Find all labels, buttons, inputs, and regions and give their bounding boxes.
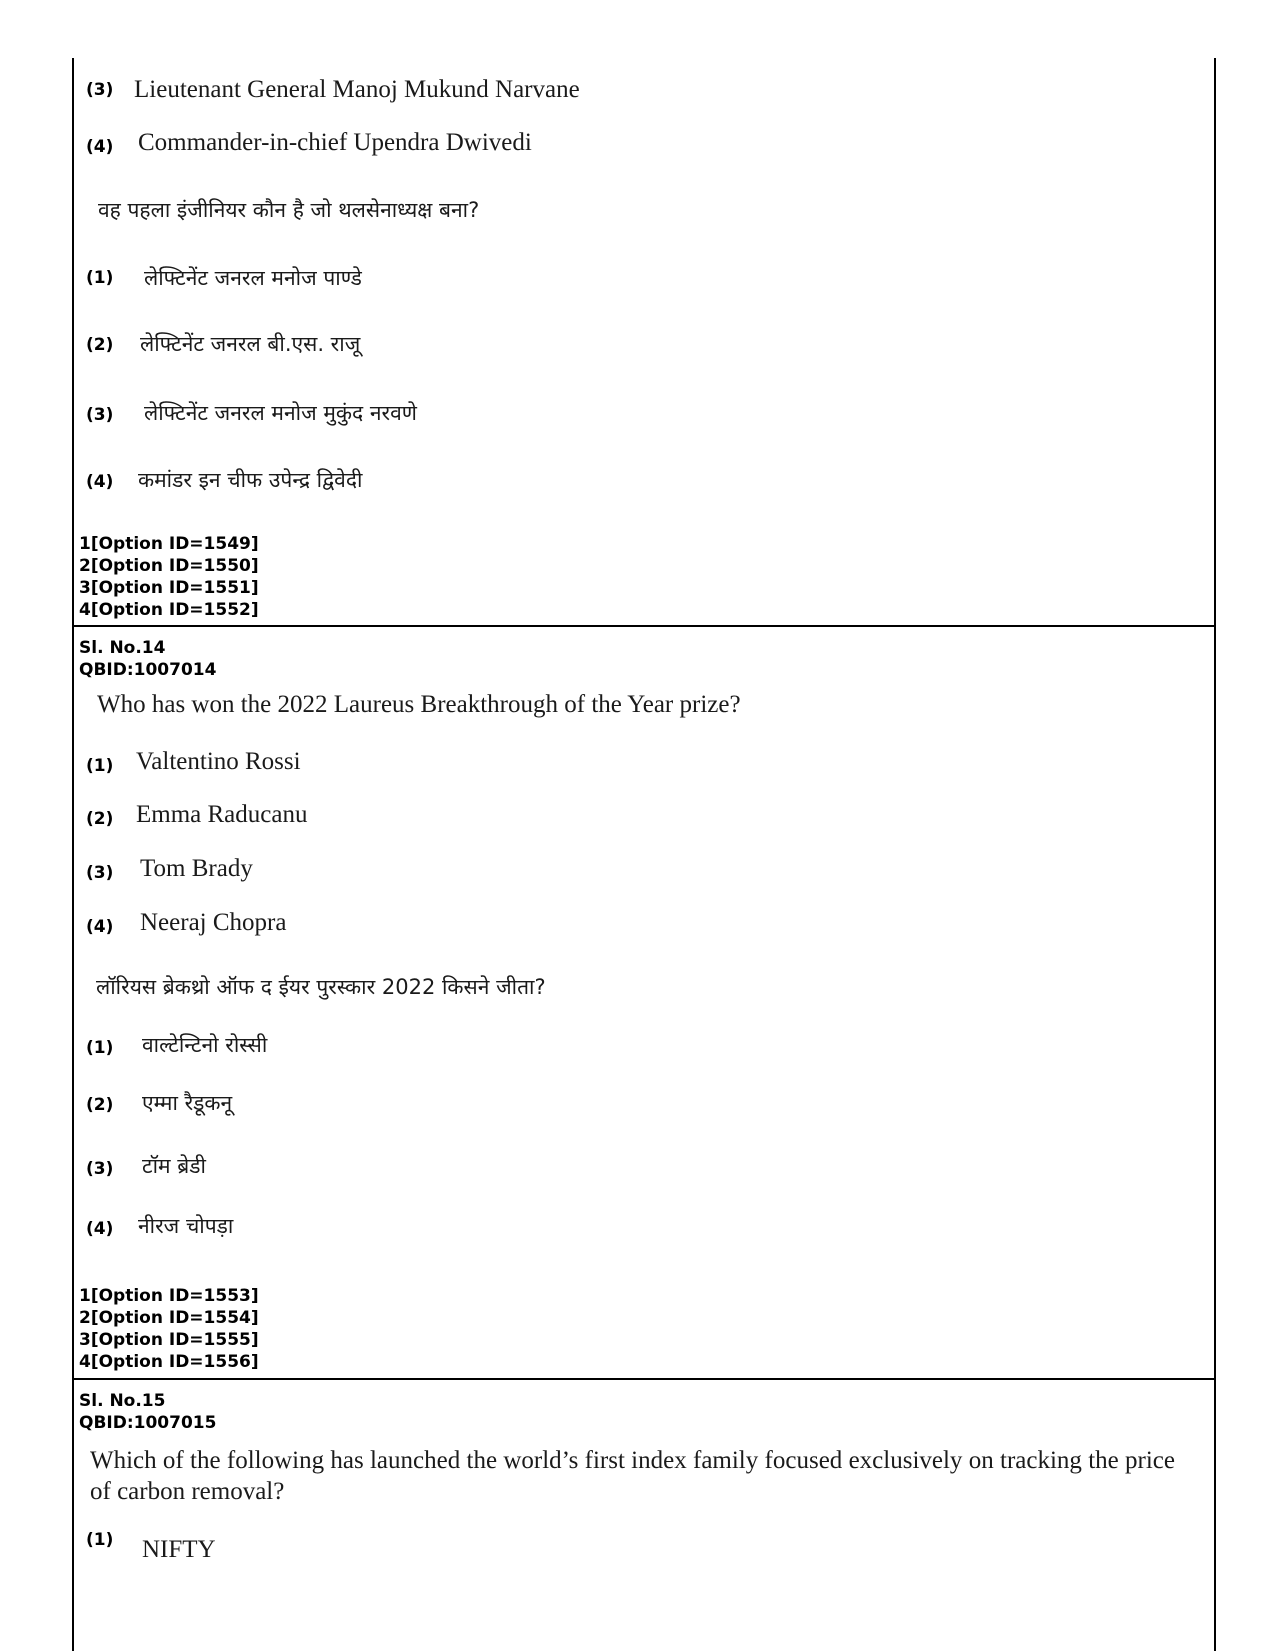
option-number: (1) bbox=[86, 1038, 114, 1058]
option-text: Valtentino Rossi bbox=[136, 748, 301, 775]
option-id: 2[Option ID=1550] bbox=[79, 556, 259, 576]
option-id-list bbox=[79, 533, 259, 621]
option-id: 4[Option ID=1552] bbox=[79, 600, 259, 620]
option-text-hindi: लेफ्टिनेंट जनरल बी.एस. राजू bbox=[140, 332, 361, 356]
option-number: (2) bbox=[86, 1095, 114, 1115]
option-number: (3) bbox=[86, 80, 114, 100]
option-text-hindi: वाल्टेन्टिनो रोस्सी bbox=[142, 1033, 268, 1057]
question-text-hindi: लॉरियस ब्रेकथ्रो ऑफ द ईयर पुरस्कार 2022 किसने जीता? bbox=[96, 975, 546, 999]
option-number: (4) bbox=[86, 472, 114, 492]
option-number: (1) bbox=[86, 756, 114, 776]
option-number: (4) bbox=[86, 137, 114, 157]
option-text: Commander-in-chief Upendra Dwivedi bbox=[138, 129, 532, 156]
question-text-hindi: वह पहला इंजीनियर कौन है जो थलसेनाध्यक्ष बना? bbox=[98, 198, 480, 222]
question-text: Who has won the 2022 Laureus Breakthrough of the Year prize? bbox=[97, 691, 741, 718]
question-bank-id: QBID:1007015 bbox=[79, 1413, 217, 1433]
question-text: Which of the following has launched the world’s first index family focused exclusively on tracking the price of carbon removal? bbox=[90, 1447, 1175, 1505]
question-header bbox=[79, 637, 216, 681]
question-divider bbox=[72, 1378, 1214, 1380]
serial-number: Sl. No.14 bbox=[79, 638, 166, 658]
question-bank-id: QBID:1007014 bbox=[79, 660, 217, 680]
option-number: (3) bbox=[86, 405, 114, 425]
option-id: 3[Option ID=1551] bbox=[79, 578, 259, 598]
option-id: 3[Option ID=1555] bbox=[79, 1330, 259, 1350]
option-number: (2) bbox=[86, 809, 114, 829]
option-text-hindi: कमांडर इन चीफ उपेन्द्र द्विवेदी bbox=[138, 468, 363, 492]
option-number: (2) bbox=[86, 335, 114, 355]
option-text-hindi: लेफ्टिनेंट जनरल मनोज मुकुंद नरवणे bbox=[144, 401, 417, 425]
option-text: Neeraj Chopra bbox=[140, 909, 287, 936]
option-text-hindi: एम्मा रैडूकनू bbox=[142, 1091, 233, 1115]
option-text: Lieutenant General Manoj Mukund Narvane bbox=[134, 76, 580, 103]
option-number: (3) bbox=[86, 863, 114, 883]
option-text: Tom Brady bbox=[140, 855, 253, 882]
option-text-hindi: नीरज चोपड़ा bbox=[138, 1214, 234, 1238]
option-text-hindi: टॉम ब्रेडी bbox=[142, 1154, 206, 1178]
option-number: (1) bbox=[86, 268, 114, 288]
option-id: 2[Option ID=1554] bbox=[79, 1308, 259, 1328]
option-text: NIFTY bbox=[142, 1536, 216, 1563]
option-number: (4) bbox=[86, 1219, 114, 1239]
option-id: 4[Option ID=1556] bbox=[79, 1352, 259, 1372]
option-text-hindi: लेफ्टिनेंट जनरल मनोज पाण्डे bbox=[144, 266, 362, 290]
option-number: (3) bbox=[86, 1159, 114, 1179]
option-id-list bbox=[79, 1285, 259, 1373]
question-divider bbox=[72, 625, 1214, 627]
option-number: (4) bbox=[86, 917, 114, 937]
serial-number: Sl. No.15 bbox=[79, 1391, 166, 1411]
option-text: Emma Raducanu bbox=[136, 801, 308, 828]
option-id: 1[Option ID=1553] bbox=[79, 1286, 259, 1306]
option-number: (1) bbox=[86, 1530, 114, 1550]
question-header bbox=[79, 1390, 216, 1434]
option-id: 1[Option ID=1549] bbox=[79, 534, 259, 554]
